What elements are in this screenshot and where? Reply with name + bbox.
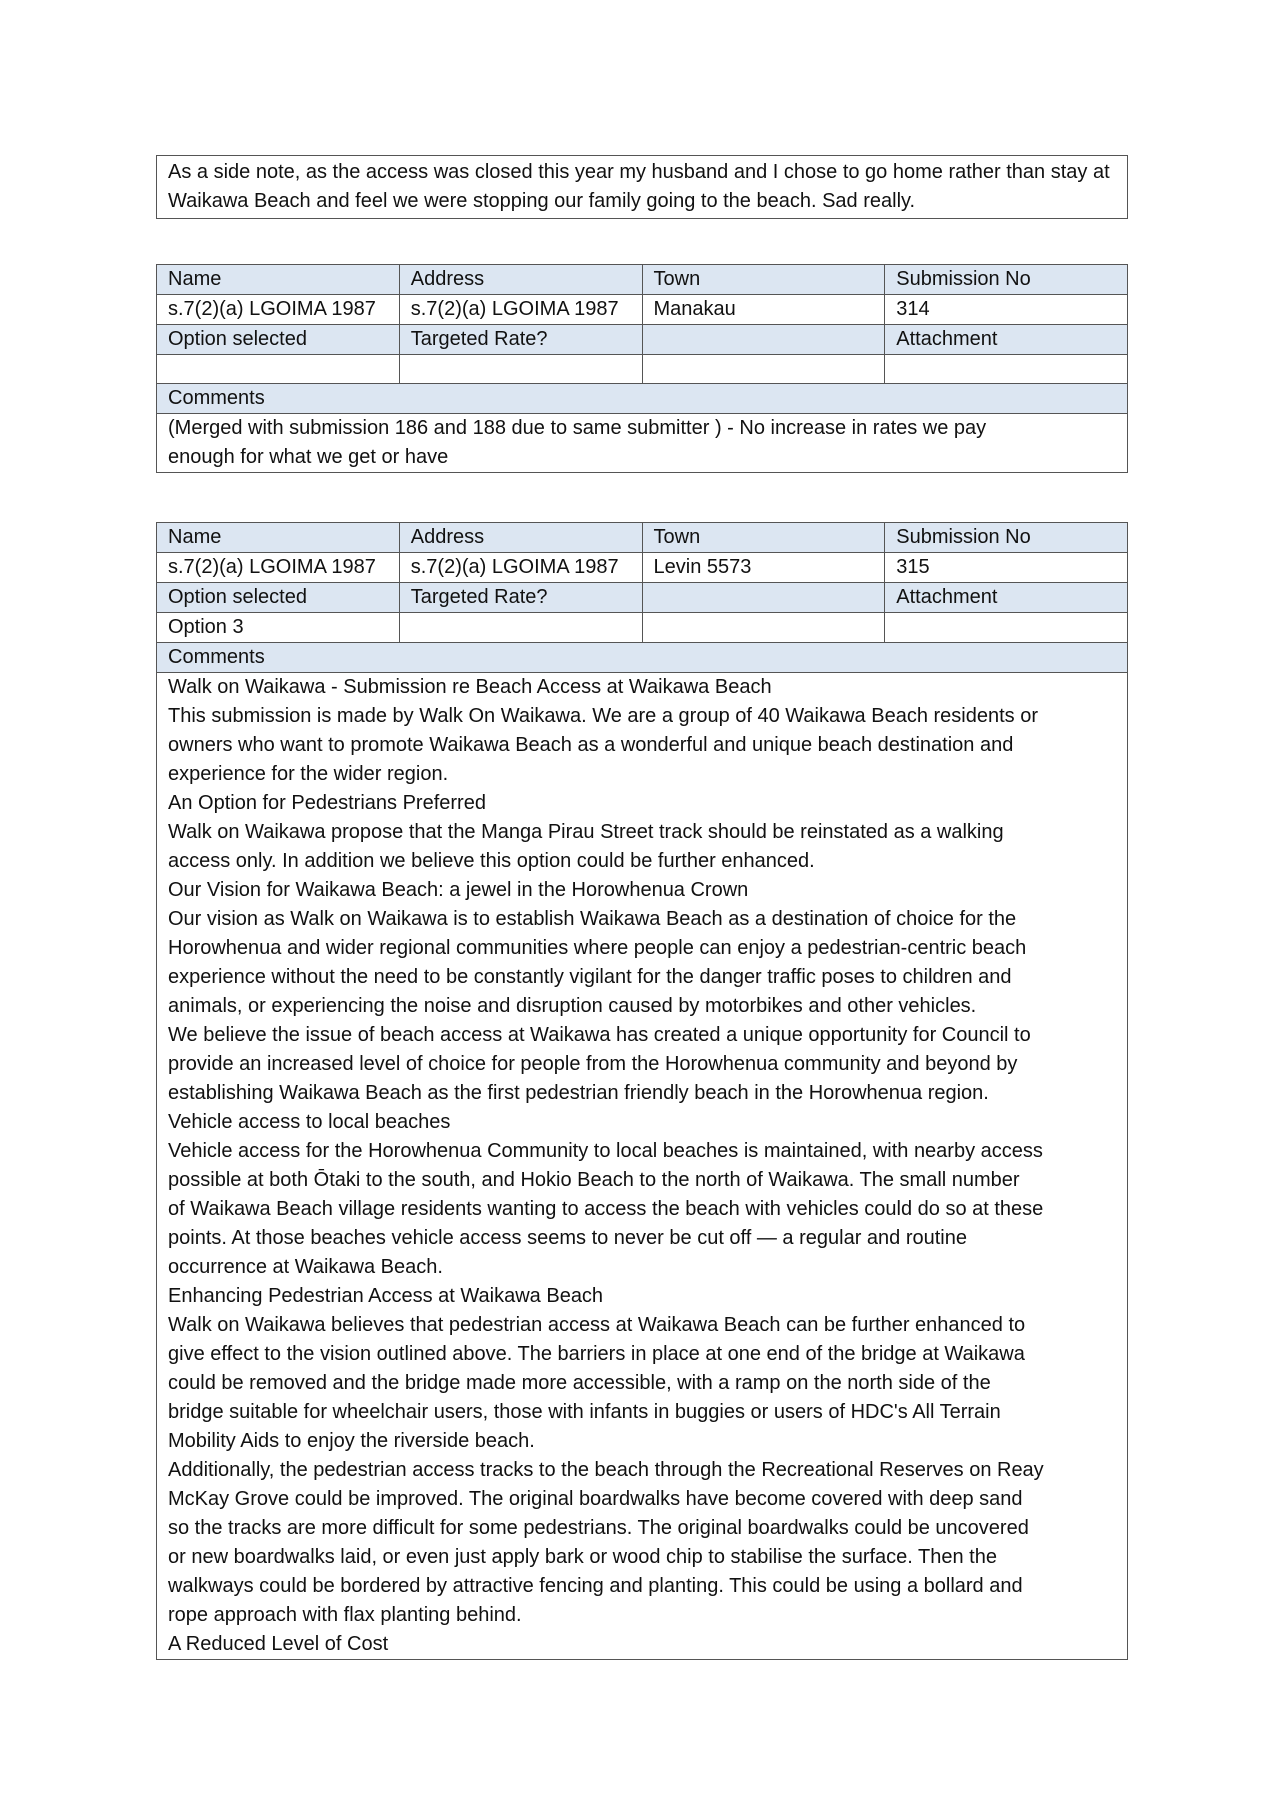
option-header-row [157,583,1128,613]
option-header-row [157,325,1128,355]
town-value: Manakau [642,295,885,325]
comment-line: Mobility Aids to enjoy the riverside beach. [168,1430,535,1452]
comment-line: provide an increased level of choice for people from the Horowhenua community and beyond by [168,1053,1018,1075]
comment-line: Horowhenua and wider regional communities where people can enjoy a pedestrian-centric beach [168,937,1027,959]
comment-line: or new boardwalks laid, or even just apply bark or wood chip to stabilise the surface. Then the [168,1546,997,1568]
comment-line: owners who want to promote Waikawa Beach as a wonderful and unique beach destination and [168,734,1014,756]
comments-row [157,673,1128,1660]
comments-row [157,414,1128,473]
submission-no-value: 315 [885,553,1128,583]
comment-line: give effect to the vision outlined above. The barriers in place at one end of the bridge at Waikawa [168,1343,1025,1365]
comment-line: access only. In addition we believe this option could be further enhanced. [168,850,815,872]
comment-line: could be removed and the bridge made more accessible, with a ramp on the north side of the [168,1372,991,1394]
comment-line: A Reduced Level of Cost [168,1633,389,1655]
blank-header [642,583,885,613]
comment-line: so the tracks are more difficult for some pedestrians. The original boardwalks could be uncovered [168,1517,1029,1539]
attachment-header: Attachment [885,325,1128,355]
attachment-value [885,613,1128,643]
value-row [157,553,1128,583]
side-note-text: As a side note, as the access was closed this year my husband and I chose to go home rather than stay at Waikawa Beach and feel we were stopping our family going to the beach. Sad really. [168,161,1110,212]
comments-header: Comments [157,384,1128,414]
submission-no-header: Submission No [885,265,1128,295]
name-header: Name [157,523,400,553]
comment-line: An Option for Pedestrians Preferred [168,792,486,814]
comment-line: (Merged with submission 186 and 188 due to same submitter ) - No increase in rates we pay [168,417,987,439]
town-header: Town [642,265,885,295]
option-value-row [157,355,1128,384]
targeted-rate-value [399,355,642,384]
value-row [157,295,1128,325]
submission-no-value: 314 [885,295,1128,325]
comment-line: Our vision as Walk on Waikawa is to establish Waikawa Beach as a destination of choice for the [168,908,1017,930]
comment-line: animals, or experiencing the noise and disruption caused by motorbikes and other vehicles. [168,995,977,1017]
side-note-box [156,155,1128,219]
option-selected-value [157,355,400,384]
attachment-header: Attachment [885,583,1128,613]
targeted-rate-header: Targeted Rate? [399,325,642,355]
comment-line: experience without the need to be constantly vigilant for the danger traffic poses to children and [168,966,1012,988]
comment-line: Walk on Waikawa propose that the Manga Pirau Street track should be reinstated as a walking [168,821,1004,843]
comments-body [157,673,1128,1660]
address-value: s.7(2)(a) LGOIMA 1987 [399,295,642,325]
option-selected-header: Option selected [157,325,400,355]
targeted-rate-header: Targeted Rate? [399,583,642,613]
option-value-row [157,613,1128,643]
comment-line: Additionally, the pedestrian access tracks to the beach through the Recreational Reserves on Reay [168,1459,1044,1481]
blank-value [642,613,885,643]
comments-header: Comments [157,643,1128,673]
comment-line: This submission is made by Walk On Waikawa. We are a group of 40 Waikawa Beach residents or [168,705,1038,727]
town-value: Levin 5573 [642,553,885,583]
header-row [157,265,1128,295]
name-value: s.7(2)(a) LGOIMA 1987 [157,553,400,583]
option-selected-value: Option 3 [157,613,400,643]
blank-value [642,355,885,384]
comment-line: experience for the wider region. [168,763,449,785]
address-header: Address [399,265,642,295]
submission-no-header: Submission No [885,523,1128,553]
comment-line: points. At those beaches vehicle access seems to never be cut off — a regular and routine [168,1227,967,1249]
blank-header [642,325,885,355]
town-header: Town [642,523,885,553]
address-header: Address [399,523,642,553]
submission-table-315 [156,522,1128,1660]
comment-line: bridge suitable for wheelchair users, those with infants in buggies or users of HDC's All Terrain [168,1401,1001,1423]
comment-line: Enhancing Pedestrian Access at Waikawa Beach [168,1285,604,1307]
comment-line: Walk on Waikawa believes that pedestrian access at Waikawa Beach can be further enhanced to [168,1314,1026,1336]
comment-line: We believe the issue of beach access at Waikawa has created a unique opportunity for Council to [168,1024,1031,1046]
option-selected-header: Option selected [157,583,400,613]
comments-header-row [157,384,1128,414]
comment-line: establishing Waikawa Beach as the first pedestrian friendly beach in the Horowhenua region. [168,1082,989,1104]
comment-line: walkways could be bordered by attractive fencing and planting. This could be using a bollard and [168,1575,1023,1597]
attachment-value [885,355,1128,384]
comment-line: occurrence at Waikawa Beach. [168,1256,443,1278]
submission-table-314 [156,264,1128,473]
comment-line: enough for what we get or have [168,446,449,468]
comments-header-row [157,643,1128,673]
comments-body [157,414,1128,473]
comment-line: Our Vision for Waikawa Beach: a jewel in the Horowhenua Crown [168,879,749,901]
address-value: s.7(2)(a) LGOIMA 1987 [399,553,642,583]
name-header: Name [157,265,400,295]
name-value: s.7(2)(a) LGOIMA 1987 [157,295,400,325]
comment-line: Walk on Waikawa - Submission re Beach Access at Waikawa Beach [168,676,772,698]
comment-line: Vehicle access for the Horowhenua Community to local beaches is maintained, with nearby access [168,1140,1043,1162]
comment-line: of Waikawa Beach village residents wanting to access the beach with vehicles could do so at these [168,1198,1044,1220]
comment-line: possible at both Ōtaki to the south, and Hokio Beach to the north of Waikawa. The small number [168,1169,1020,1191]
comment-line: rope approach with flax planting behind. [168,1604,522,1626]
targeted-rate-value [399,613,642,643]
comment-line: McKay Grove could be improved. The original boardwalks have become covered with deep sand [168,1488,1023,1510]
header-row [157,523,1128,553]
comment-line: Vehicle access to local beaches [168,1111,451,1133]
